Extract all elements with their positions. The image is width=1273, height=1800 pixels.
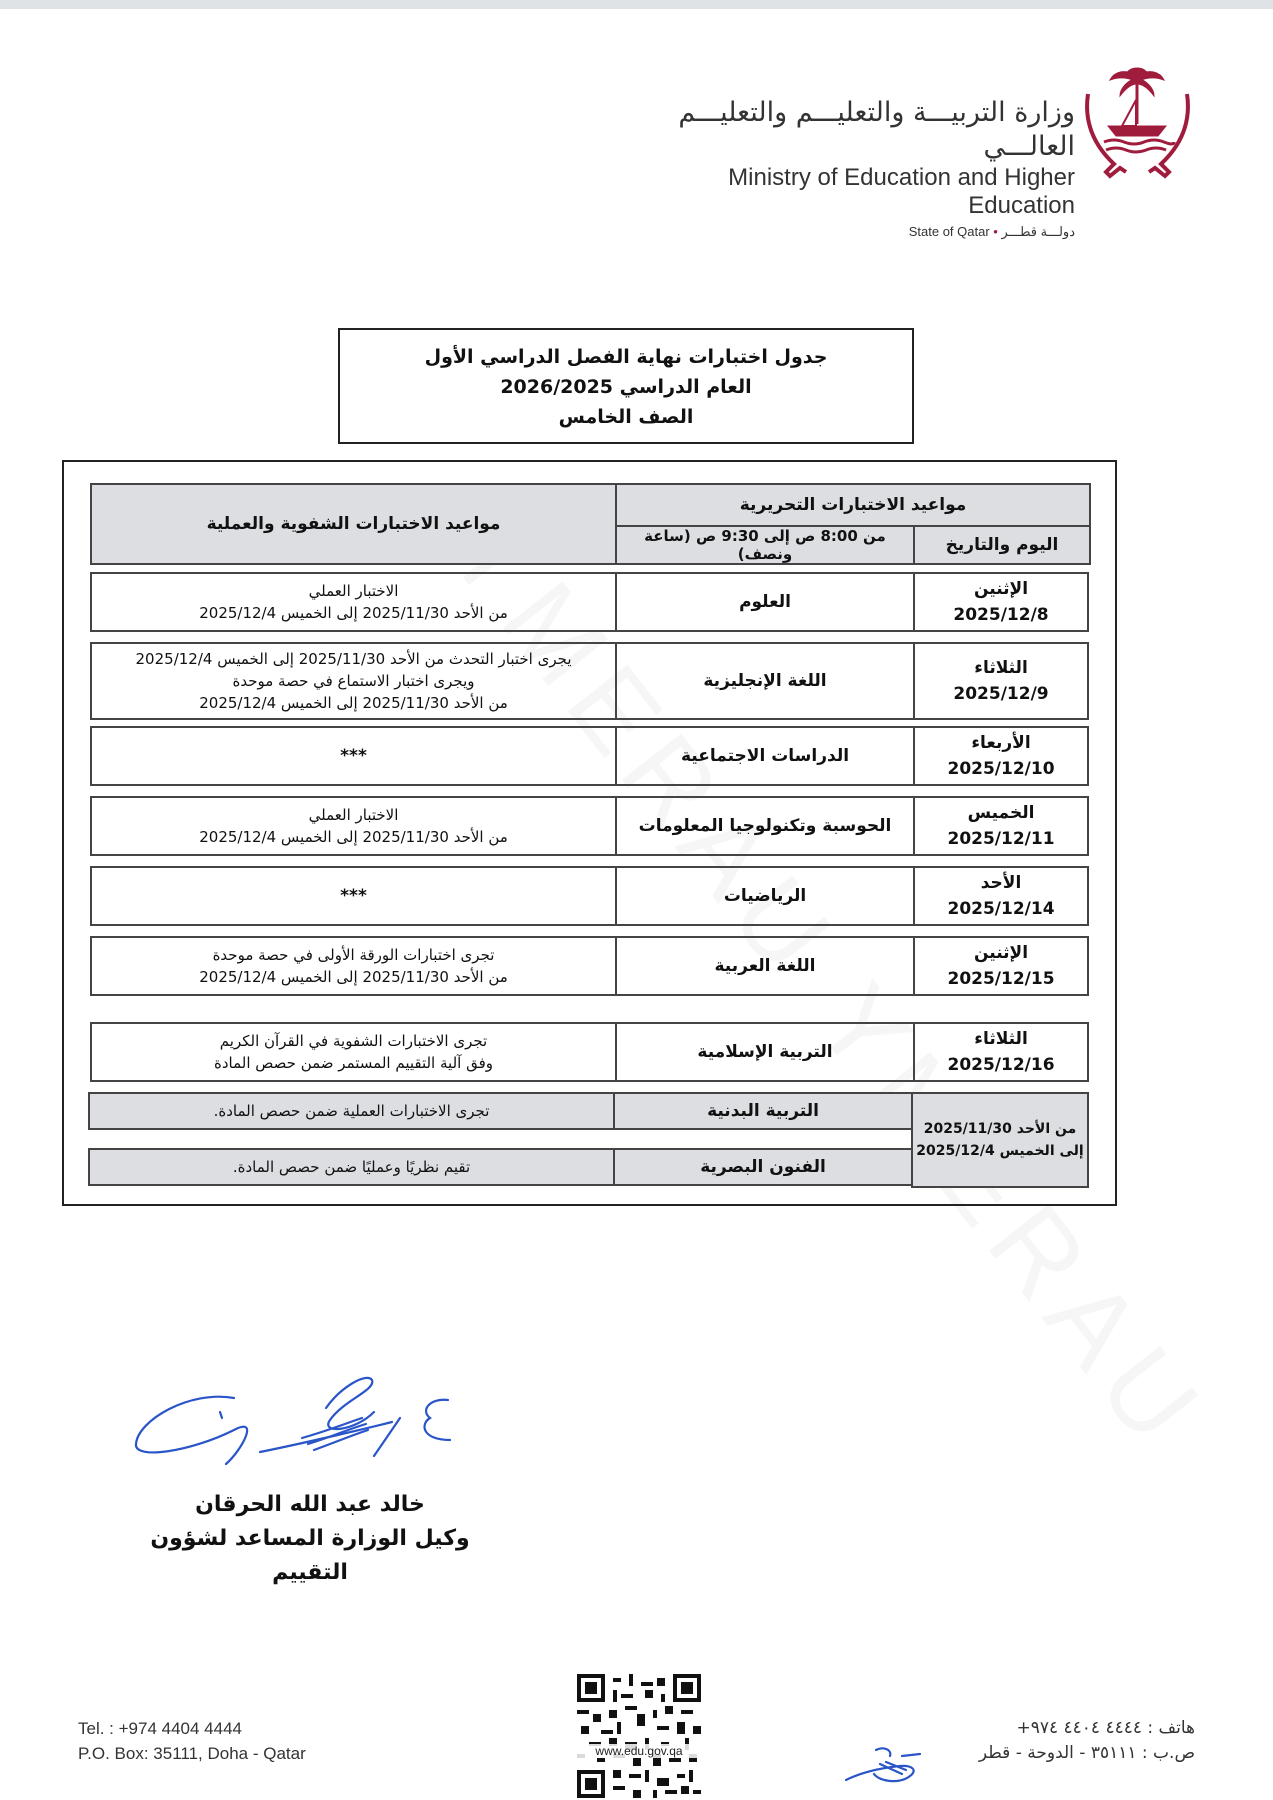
day-date-header: اليوم والتاريخ xyxy=(913,525,1091,565)
exam-date: 2025/12/16 xyxy=(947,1055,1055,1075)
oral-practical-note-cell xyxy=(90,866,617,926)
title-line-1: جدول اختبارات نهاية الفصل الدراسي الأول xyxy=(424,346,828,368)
range-line-1: من الأحد 2025/11/30 xyxy=(923,1121,1077,1137)
title-line-3: الصف الخامس xyxy=(558,406,694,428)
state-en: State of Qatar xyxy=(908,224,990,239)
note-line: ويجرى اختبار الاستماع في حصة موحدة xyxy=(232,672,475,690)
note-line: تجرى اختبارات الورقة الأولى في حصة موحدة xyxy=(212,946,495,964)
subject-cell: التربية الإسلامية xyxy=(615,1022,915,1082)
note-line: *** xyxy=(340,746,367,766)
qr-code-icon xyxy=(577,1674,701,1798)
subject-cell: اللغة الإنجليزية xyxy=(615,642,915,720)
ministry-header xyxy=(640,96,1075,240)
note-line: من الأحد 2025/11/30 إلى الخميس 2025/12/4 xyxy=(199,694,508,712)
footer-contact-en xyxy=(78,1716,306,1766)
note-visual-arts: تقيم نظريًا وعمليًا ضمن حصص المادة. xyxy=(88,1148,615,1186)
exam-date: 2025/12/11 xyxy=(947,829,1055,849)
day-date-cell xyxy=(913,726,1089,786)
day-name: الخميس xyxy=(967,803,1035,823)
oral-practical-note-cell xyxy=(90,1022,617,1082)
subject-cell: اللغة العربية xyxy=(615,936,915,996)
subject-cell: العلوم xyxy=(615,572,915,632)
footer-tel-en: Tel. : +974 4404 4444 xyxy=(78,1719,242,1738)
title-line-2: العام الدراسي 2026/2025 xyxy=(500,376,752,398)
note-line: من الأحد 2025/11/30 إلى الخميس 2025/12/4 xyxy=(199,828,508,846)
oral-practical-note-cell xyxy=(90,572,617,632)
day-date-cell xyxy=(913,572,1089,632)
subject-cell: الحوسبة وتكنولوجيا المعلومات xyxy=(615,796,915,856)
note-pe: تجرى الاختبارات العملية ضمن حصص المادة. xyxy=(88,1092,615,1130)
exam-date: 2025/12/9 xyxy=(953,684,1049,704)
oral-practical-note-cell xyxy=(90,726,617,786)
schedule-title-box xyxy=(338,328,914,444)
day-name: الإثنين xyxy=(973,579,1029,599)
day-name: الأربعاء xyxy=(971,733,1031,753)
oral-practical-note-cell xyxy=(90,642,617,720)
handwritten-signature xyxy=(130,1360,500,1470)
time-header: من 8:00 ص إلى 9:30 ص (ساعة ونصف) xyxy=(615,525,915,565)
day-date-cell xyxy=(913,936,1089,996)
oral-practical-note-cell xyxy=(90,796,617,856)
footer-tel-ar: هاتف : ٤٤٤٤ ٤٤٠٤ ٩٧٤+ xyxy=(1016,1718,1195,1738)
note-line: من الأحد 2025/11/30 إلى الخميس 2025/12/4 xyxy=(199,604,508,622)
qatar-emblem-icon xyxy=(1080,64,1195,182)
qr-caption-url: www.edu.gov.qa xyxy=(577,1744,701,1758)
day-name: الثلاثاء xyxy=(974,658,1028,678)
day-date-cell xyxy=(913,866,1089,926)
written-exams-header: مواعيد الاختبارات التحريرية xyxy=(615,483,1091,527)
note-line: *** xyxy=(340,886,367,906)
range-line-2: إلى الخميس 2025/12/4 xyxy=(916,1143,1084,1159)
ink-stamp-mark xyxy=(840,1740,936,1790)
subject-cell: الدراسات الاجتماعية xyxy=(615,726,915,786)
day-name: الأحد xyxy=(980,873,1022,893)
dot-separator: • xyxy=(993,224,998,239)
footer-pobox-en: P.O. Box: 35111, Doha - Qatar xyxy=(78,1744,306,1763)
note-line: من الأحد 2025/11/30 إلى الخميس 2025/12/4 xyxy=(199,968,508,986)
oral-practical-note-cell xyxy=(90,936,617,996)
scan-top-band xyxy=(0,0,1273,9)
footer-contact-ar xyxy=(979,1716,1195,1766)
footer-pobox-ar: ص.ب : ٣٥١١١ - الدوحة - قطر xyxy=(978,1743,1195,1763)
signer-title: وكيل الوزارة المساعد لشؤون التقييم xyxy=(150,1526,470,1585)
subject-pe: التربية البدنية xyxy=(613,1092,913,1130)
note-line: الاختبار العملي xyxy=(308,806,399,824)
day-date-cell xyxy=(913,642,1089,720)
signer-name: خالد عبد الله الحرقان xyxy=(195,1492,425,1517)
state-line xyxy=(640,224,1075,240)
ministry-name-ar: وزارة التربيـــة والتعليـــم والتعليـــم العالـــي xyxy=(678,97,1075,162)
subject-cell: الرياضيات xyxy=(615,866,915,926)
oral-practical-header: مواعيد الاختبارات الشفوية والعملية xyxy=(90,483,617,565)
exam-date: 2025/12/14 xyxy=(947,899,1055,919)
day-name: الإثنين xyxy=(973,943,1029,963)
note-line: الاختبار العملي xyxy=(308,582,399,600)
exam-date: 2025/12/10 xyxy=(947,759,1055,779)
note-line: وفق آلية التقييم المستمر ضمن حصص المادة xyxy=(214,1054,493,1072)
ministry-name-en: Ministry of Education and Higher Education xyxy=(728,164,1075,219)
day-date-cell xyxy=(913,1022,1089,1082)
exam-date: 2025/12/8 xyxy=(953,605,1049,625)
note-line: يجرى اختبار التحدث من الأحد 2025/11/30 إلى الخميس 2025/12/4 xyxy=(135,650,572,668)
state-ar: دولـــة قطـــر xyxy=(1001,224,1075,239)
note-line: تجرى الاختبارات الشفوية في القرآن الكريم xyxy=(219,1032,488,1050)
day-name: الثلاثاء xyxy=(974,1029,1028,1049)
range-dates-cell xyxy=(911,1092,1089,1188)
exam-date: 2025/12/15 xyxy=(947,969,1055,989)
signer-block xyxy=(120,1488,500,1590)
day-date-cell xyxy=(913,796,1089,856)
subject-visual-arts: الفنون البصرية xyxy=(613,1148,913,1186)
